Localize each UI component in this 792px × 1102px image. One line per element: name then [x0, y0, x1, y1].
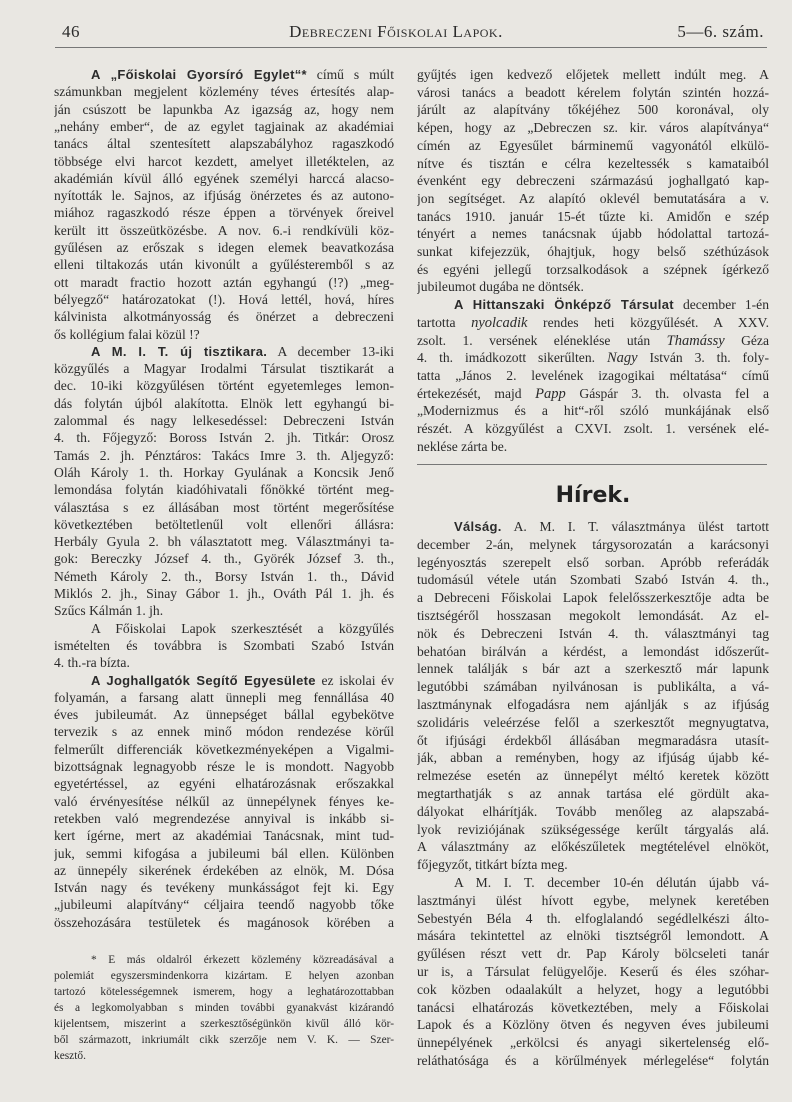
text-line: ján csúszott be lapunkba Az igazság az, hogy nem — [54, 101, 394, 117]
text-line: 4. th.-ra bízta. — [54, 655, 130, 671]
text-segment: című s múlt — [306, 67, 394, 82]
text-line: címén az Egyesűlet bárminemű vagyonától elkülö- — [417, 137, 769, 153]
text-line — [54, 66, 394, 84]
text-line: december 2-án, melynek tárgysorozatán a karácsonyi — [417, 536, 769, 552]
text-line: legutóbbi számában nyilvánosan is publikálta, a vá- — [417, 679, 769, 695]
text-line: kert ígérne, mert az akadémiai Tanácsnak, mint tud- — [54, 828, 394, 844]
article-heading: Válság. — [454, 519, 502, 534]
text-line: őt ifjúsági érdekből állásában megmaradásra utasít- — [417, 732, 769, 748]
running-title: Debreczeni Főiskolai Lapok. — [289, 22, 503, 41]
text-line: éves jubileumát. Az ünnepséget bállal egybekötve — [54, 707, 394, 723]
text-line: tisztségéről hosszasan megokolt lemondását. Az el- — [417, 608, 769, 623]
text-line: városi tanács a beadott kérelem folytán szintén hozzá- — [417, 84, 769, 100]
text-line: folyamán, a farsang alatt ünnepli meg fennállása 40 — [54, 689, 394, 705]
text-line: Oláh Károly 1. th. Horkay Gyulának a Koncsik Jenő — [54, 464, 394, 480]
text-line: behatóan birálván a kérdést, a lemondást időszerűt- — [417, 643, 769, 659]
text-line: „Modernizmus és a hit“-ről szóló munkájának első — [417, 403, 769, 419]
text-line: évenként egy debreczeni származású joghallgató kap- — [417, 173, 769, 189]
text-line: ismételten és továbbra is Szombati Szabó István — [54, 637, 394, 653]
text-line: kálvinista alkotmányosság és önérzet a debreczeni — [54, 309, 394, 325]
text-line: ott maradt fractio hozott aztán egyhangú (!?) „meg- — [54, 274, 394, 290]
text-line: lasztmányi ülést hívott egybe, melynek keretében — [417, 892, 769, 908]
text-line: tanács által szentesített alapszabályhoz ragaszkodó — [54, 136, 394, 152]
text-line: szolidáris veleérzése felől a szerkesztőt megnyugtatva, — [417, 714, 769, 730]
news-section-title: Hírek. — [555, 483, 631, 508]
text-line: az ünnepély sikerének érdekében az elnök, M. Dósa — [54, 862, 394, 878]
text-line: következtében betöltetlenűl volt ellenőri állásra: — [54, 516, 394, 532]
text-line: nök és Debreczeni István 4. th. választmányi tag — [417, 625, 769, 641]
text-line: többsége elvi harcot kezdett, amelyet illetéktelen, az — [54, 153, 394, 169]
text-line: dályokat elhárítják. Tovább menőleg az alapszabá- — [417, 803, 769, 819]
text-line: 4. th. Főjegyző: Boross István 2. jh. Titkár: Orosz — [54, 430, 394, 446]
text-line: jubileumot dugába ne döntsék. — [417, 279, 584, 295]
text-line: Miklós 2. jh., Sinay Gábor 1. jh., Ováth Pál 1. jh. és — [54, 586, 394, 601]
text-line — [417, 349, 769, 367]
text-line: mására tekintettel az elnöki tisztségről lemondott. A — [417, 928, 769, 944]
text-line: A M. I. T. december 10-én délután újabb vá- — [454, 875, 769, 890]
text-segment: ez iskolai év — [315, 672, 394, 688]
text-line: Tamás 2. jh. Pénztáros: Takács Imre 3. th. Aljegyző: — [54, 447, 394, 463]
text-line: elleni tiltakozás után kivonúlt a gyűlésteremből s az — [54, 257, 394, 273]
text-line: akadémián kívül álló egyének személyi harccá alacso- — [54, 170, 394, 186]
text-line: gyűlésen az erőszak s idegen elemek beavatkozása — [54, 240, 394, 255]
section-rule — [417, 464, 767, 465]
text-line: nítve és tisztán e célra kezeltessék s kamataiból — [417, 155, 769, 171]
text-segment: Gáspár 3. th. olvasta fel a — [565, 385, 769, 401]
text-line: ják, abban a reményben, hogy az ifjúság újabb ké- — [417, 750, 769, 766]
text-line: tényért a nemes tanácsnak újabb hódolattal tartozá- — [417, 226, 769, 242]
text-line: került itt összeütközésbe. A nov. 6.-i rendkívüli köz- — [54, 222, 394, 238]
text-line: gyűjtés igen kedvező előjetek mellett indúlt meg. A — [417, 67, 769, 82]
text-line — [417, 385, 769, 403]
text-segment: A. M. I. T. választmánya ülést tartott — [501, 519, 769, 534]
text-line: sunkat kifejezzük, óhajtjuk, hogy belső széthúzások — [417, 244, 769, 259]
text-line: Lapok és a Közlöny ötven és negyven éves jubileumi — [417, 1017, 769, 1033]
footnote-line: és a legkomolyabban s minden további gyanakvást kizárandó — [54, 1002, 394, 1014]
text-line: Szűcs Kálmán 1. jh. — [54, 603, 164, 619]
text-segment: 4. th. imádkozott sikerűlten. — [417, 350, 607, 366]
footnote-line: tartozó kötelességemnek ismerem, hogy a leghatározottabban — [54, 986, 394, 998]
text-line: ünnepélyének „erkölcsi és anyagi sikertelenség elő- — [417, 1035, 769, 1051]
text-line: legényosztás szerepelt első sorban. Apróbb referádák — [417, 554, 769, 570]
text-segment: tartotta — [417, 314, 472, 330]
text-line: reláthatósága és a körűlmények mérlegelése“ folytán — [417, 1053, 769, 1068]
text-line: tanácsi elhatározás következtében, mely a Főiskolai — [417, 999, 769, 1015]
text-segment: István 3. th. foly- — [637, 350, 769, 366]
text-line: összehozására testületek és magánosok körében a — [54, 914, 394, 930]
text-line: A Főiskolai Lapok szerkesztését a közgyűlés — [91, 620, 394, 636]
text-line: ur is, a Társulat felügyelője. Keserű és éles szóhar- — [417, 964, 769, 979]
text-line: dás folytán újból alakította. Elnök lett egyhangú bi- — [54, 395, 394, 411]
text-segment: december 1-én — [673, 297, 769, 313]
article-heading: A „Főiskolai Gyorsíró Egylet“* — [91, 67, 307, 82]
text-line: tanács 1910. január 15-ét tűzte ki. Amidőn e szép — [417, 208, 769, 224]
text-line: közgyűlés a Magyar Irodalmi Társulat tisztikarát a — [54, 361, 394, 377]
emphasis: Thamássy — [666, 332, 725, 349]
text-line: „jubileumi alapítvány“ céljaira teendő nagyobb tőke — [54, 897, 394, 913]
text-line: a Debreceni Főiskolai Lapok felelősszerkesztője adta be — [417, 590, 769, 606]
text-line: lennek találják s bár azt a szerkesztő már lapunk — [417, 661, 769, 677]
text-line: dec. 10-iki közgyűlésen történt egyetemleges lemon- — [54, 378, 394, 394]
text-line: képen, hogy az „Debreczen sz. kir. város alapítványa“ — [417, 120, 769, 136]
text-line: való érvényesítése nélkűl az ünnepélynek fényes ke- — [54, 793, 394, 809]
footnote-line: polemiát egyszersmindenkorra kizártam. E helyen azonban — [54, 970, 394, 982]
text-line: ős kollégium falai közül !? — [54, 326, 200, 342]
text-line — [417, 518, 769, 536]
text-line: relmezése esetén az ünnepélyt méltó keretek között — [417, 768, 769, 784]
text-line: gok: Bereczky József 4. th., Györék József 3. th., — [54, 551, 394, 567]
page-number: 46 — [62, 22, 80, 41]
text-line — [417, 314, 769, 332]
text-segment: A december 13-iki — [267, 343, 394, 359]
text-segment: Géza — [724, 332, 769, 348]
text-line: zalommal és nagy lelkesedéssel: Debreczeni István — [54, 413, 394, 428]
text-line: bélyegző“ határozatokat (!). Hová lettél, hová, híres — [54, 291, 394, 307]
text-line: tervezik s az ennek minő módon rendezése körűl — [54, 724, 394, 740]
text-line: „nehány ember“, de az egylet tagjainak az akadémiai — [54, 118, 394, 134]
text-segment: zsolt. 1. versének eléneklése után — [417, 332, 667, 348]
text-line: megtarthatják s az annak tartása elé gördült aka- — [417, 786, 769, 801]
issue-number: 5—6. szám. — [677, 22, 764, 41]
text-line — [54, 343, 394, 361]
text-line: István nagy és tevékeny munkásságot fejt ki. Egy — [54, 880, 394, 896]
text-segment: rendes heti közgyűlését. A XXV. — [527, 314, 769, 330]
article-heading: A Joghallgatók Segítő Egyesülete — [91, 672, 316, 688]
text-line: A választmány az előkészűletek megtételével elnököt, — [417, 839, 769, 855]
text-segment: értekezését, majd — [417, 385, 536, 401]
text-line: tatta „János 2. levelének izagogikai méltatása“ című — [417, 367, 769, 383]
text-line — [54, 672, 394, 690]
text-line: miához ragaszkodó része éppen a törvények őreivel — [54, 205, 394, 221]
header-rule — [55, 47, 767, 48]
emphasis: Papp — [535, 385, 566, 402]
footnote-line: kesztő. — [54, 1050, 86, 1062]
text-line: részét. A közgyűlést a CXVI. zsolt. 1. versének elé- — [417, 421, 769, 436]
text-line: gyűlésen részt vett dr. Pap Károly bölcseleti tanár — [417, 946, 769, 962]
text-line: neklése zárta be. — [417, 438, 508, 454]
text-line: számunkban megjelent közlemény téves értesítés alap- — [54, 84, 394, 100]
text-line: és egyéni jellegű torzsalkodások a szépnek ígérkező — [417, 261, 769, 277]
text-line: Herbály Gyula 2. bh választatott meg. Választmányi ta- — [54, 534, 394, 550]
text-line — [417, 296, 769, 314]
text-line: cok közben odaalakúlt a helyzet, hogy a legutóbbi — [417, 981, 769, 997]
text-line: Németh Károly 2. th., Borsy István 1. th., Dávid — [54, 568, 394, 584]
text-line: felmerűlt differenciák következményeképen a Vigalmi- — [54, 741, 394, 757]
text-line: egyetértéssel, az egyéni elhatározásnak erőszakkal — [54, 776, 394, 792]
text-line: járúlt az alapítvány tőkéjéhez 500 koronával, oly — [417, 102, 769, 118]
text-line: tudomásúl vétele után Szombati Szabó István 4. th., — [417, 572, 769, 588]
text-line: választása s ez állásában most történt megerősítése — [54, 499, 394, 515]
footnote-line: ből származott, inkriumált cikk szerzője nem V. K. — Szer- — [54, 1034, 394, 1046]
text-line: retekben való megrendezése annyival is inkább si- — [54, 810, 394, 826]
text-line: Sebestyén Béla 4 th. elfoglalandó segédlelkészi álto- — [417, 910, 769, 926]
text-line: bizottságnak legnagyobb része le is mondott. Nagyobb — [54, 759, 394, 774]
article-heading: A Hittanszaki Önképző Társulat — [454, 297, 674, 313]
footnote-line: * E más oldalról érkezett közlemény közreadásával a — [91, 954, 394, 966]
text-line: jon segítséget. Az alapító oklevél bemutatására a v. — [417, 190, 769, 206]
emphasis: nyolcadik — [471, 314, 528, 331]
text-line: főjegyzőt, titkárt bízta meg. — [417, 857, 568, 873]
text-line: nyították le. Sajnos, az ifjúság önérzetes és az autono- — [54, 188, 394, 204]
text-line: juk, semmi kifogása a jubileumi bál ellen. Különben — [54, 845, 394, 861]
text-line — [417, 332, 769, 350]
emphasis: Nagy — [606, 350, 638, 367]
text-line: lyok reviziójának szükségessége kerűlt tárgyalás alá. — [417, 821, 769, 837]
footnote-line: kijelentsem, miszerint a szerkesztőségünkön kivűl álló kör- — [54, 1018, 394, 1030]
text-line: lemondása folytán kiadóhivatali főnökké történt meg- — [54, 482, 394, 498]
article-heading: A M. I. T. új tisztikara. — [91, 343, 268, 359]
text-line: lasztmánynak elfogadásra nem ajánlják s az ifjúság — [417, 697, 769, 712]
